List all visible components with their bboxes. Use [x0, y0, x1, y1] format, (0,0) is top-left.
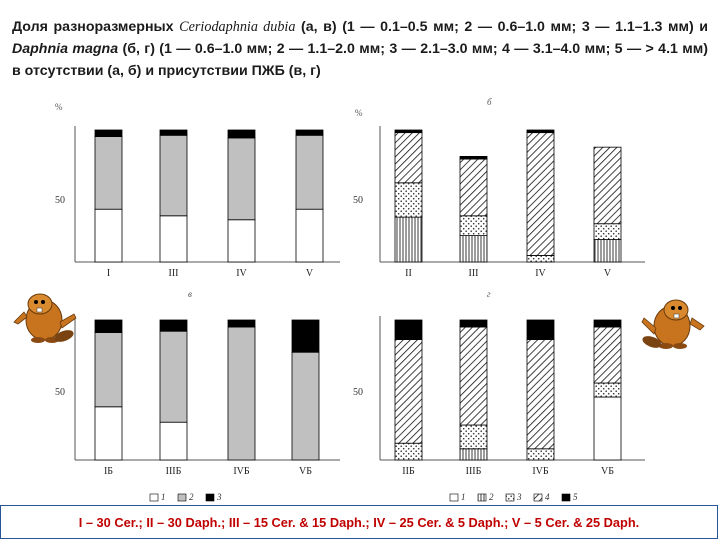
- bar-segment-III-2: [460, 236, 487, 262]
- legend-right-swatch-5: [562, 494, 570, 501]
- chart-panel-2: [353, 97, 645, 279]
- chart-panel-1: [55, 102, 340, 279]
- bar-segment-V-3: [296, 130, 323, 135]
- x-tick-label: VБ: [299, 466, 312, 477]
- legend-right-swatch-1: [450, 494, 458, 501]
- bar-segment-VБ-2: [292, 352, 319, 460]
- bar-segment-IIIБ-3: [460, 425, 487, 449]
- bar-segment-IIIБ-2: [460, 449, 487, 460]
- bar-segment-IБ-1: [95, 407, 122, 460]
- bar-segment-IIIБ-3: [160, 320, 187, 331]
- bar-segment-IIБ-3: [395, 443, 422, 460]
- bar-segment-I-2: [95, 137, 122, 210]
- x-tick-label: IБ: [103, 466, 114, 477]
- caption-text-3: (б, г) (1 — 0.6–1.0 мм; 2 — 1.1–2.0 мм; 3 — 2.1–3.0 мм; 4 — 3.1–4.0 мм; 5 — > 4.1 мм) в отсутствии (а, б) и присутствии ПЖБ (в, г): [12, 41, 709, 79]
- bar-segment-IV-3: [527, 255, 554, 262]
- bar-segment-II-5: [395, 130, 422, 133]
- panel-letter: б: [487, 97, 492, 107]
- bar-segment-III-1: [160, 216, 187, 262]
- bar-segment-IIIБ-5: [460, 320, 487, 327]
- bar-segment-V-2: [296, 135, 323, 209]
- bar-segment-IIIБ-2: [160, 331, 187, 422]
- legend-right-label-5: 5: [573, 492, 578, 502]
- bar-segment-III-4: [460, 159, 487, 216]
- bar-segment-IVБ-3: [527, 449, 554, 460]
- legend-right-swatch-2: [478, 494, 486, 501]
- x-tick-label: VБ: [601, 466, 614, 477]
- x-tick-label: III: [168, 268, 179, 279]
- x-tick-label: IIIБ: [465, 466, 482, 477]
- legend-right-swatch-3: [506, 494, 514, 501]
- x-tick-label: I: [106, 268, 111, 279]
- bar-segment-VБ-4: [594, 327, 621, 383]
- legend-left-label-1: 1: [161, 492, 166, 502]
- bar-segment-II-3: [395, 183, 422, 217]
- y-tick-label: 50: [353, 195, 363, 206]
- bar-segment-IVБ-5: [527, 320, 554, 340]
- treatment-legend-text: I – 30 Cer.; II – 30 Daph.; III – 15 Cer. & 15 Daph.; IV – 25 Cer. & 5 Daph.; V – 5 Cer. & 25 Daph.: [78, 514, 640, 530]
- x-tick-label: V: [305, 268, 314, 279]
- legend-left-swatch-1: [150, 494, 158, 501]
- legend-right-label-4: 4: [545, 492, 550, 502]
- legend-right-label-2: 2: [489, 492, 494, 502]
- bar-segment-V-4: [594, 147, 621, 224]
- bar-segment-IIIБ-4: [460, 327, 487, 425]
- bar-segment-III-3: [160, 130, 187, 135]
- panel-letter: в: [188, 289, 192, 299]
- y-tick-label: 50: [55, 195, 65, 206]
- x-tick-label: IIIБ: [165, 466, 182, 477]
- beaver-icon-left: [14, 294, 76, 344]
- bar-segment-VБ-3: [292, 320, 319, 352]
- bar-segment-VБ-1: [594, 397, 621, 460]
- chart-panel-4: [353, 289, 645, 477]
- bar-segment-IVБ-2: [228, 327, 255, 460]
- legend-layer: [150, 492, 578, 502]
- bar-segment-III-3: [460, 216, 487, 236]
- bar-segment-IIБ-5: [395, 320, 422, 340]
- legend-right-label-1: 1: [461, 492, 466, 502]
- bar-segment-IVБ-3: [228, 320, 255, 327]
- y-tick-label: 50: [353, 387, 363, 398]
- bar-segment-III-2: [160, 135, 187, 216]
- caption-species-2: Daphnia magna: [12, 41, 119, 57]
- bar-segment-VБ-5: [594, 320, 621, 327]
- x-tick-label: II: [405, 268, 412, 279]
- bar-segment-IБ-2: [95, 333, 122, 407]
- bar-segment-IV-2: [228, 138, 255, 220]
- bar-segment-IV-1: [228, 220, 255, 262]
- bar-segment-IV-5: [527, 130, 554, 133]
- bar-segment-IIБ-4: [395, 340, 422, 444]
- y-axis-label: %: [355, 108, 363, 118]
- x-tick-label: IV: [535, 268, 546, 279]
- bar-segment-IV-4: [527, 133, 554, 256]
- y-axis-label: %: [55, 102, 63, 112]
- caption-text-2: (а, в) (1 — 0.1–0.5 мм; 2 — 0.6–1.0 мм; 3 — 1.1–1.3 мм) и: [295, 19, 708, 35]
- bar-segment-I-3: [95, 130, 122, 137]
- bar-segment-IБ-3: [95, 320, 122, 333]
- bar-segment-IIIБ-1: [160, 422, 187, 460]
- beaver-icon-right: [641, 300, 704, 350]
- bar-segment-IV-3: [228, 130, 255, 138]
- legend-left-label-3: 3: [217, 492, 222, 502]
- x-tick-label: IIБ: [402, 466, 415, 477]
- legend-left-swatch-2: [178, 494, 186, 501]
- treatment-legend-box: [0, 505, 718, 539]
- bar-segment-V-2: [594, 240, 621, 262]
- bar-segment-II-4: [395, 133, 422, 183]
- legend-left-label-2: 2: [189, 492, 194, 502]
- caption-species-1: Ceriodaphnia dubia: [179, 19, 296, 35]
- bar-segment-V-1: [296, 209, 323, 262]
- bar-segment-I-1: [95, 209, 122, 262]
- panel-letter: г: [487, 289, 491, 299]
- x-tick-label: V: [603, 268, 612, 279]
- x-tick-label: IVБ: [532, 466, 549, 477]
- x-tick-label: IVБ: [233, 466, 250, 477]
- caption-text-1: Доля разноразмерных: [12, 19, 180, 35]
- legend-right-label-3: 3: [517, 492, 522, 502]
- bar-segment-V-3: [594, 224, 621, 240]
- x-tick-label: IV: [236, 268, 247, 279]
- bar-segment-III-5: [460, 156, 487, 159]
- x-tick-label: III: [468, 268, 479, 279]
- charts-layer: [55, 97, 645, 477]
- bar-segment-VБ-3: [594, 383, 621, 397]
- chart-panel-3: [55, 289, 340, 477]
- legend-left-swatch-3: [206, 494, 214, 501]
- bar-segment-II-2: [395, 217, 422, 262]
- legend-right-swatch-4: [534, 494, 542, 501]
- bar-segment-IVБ-4: [527, 340, 554, 449]
- y-tick-label: 50: [55, 387, 65, 398]
